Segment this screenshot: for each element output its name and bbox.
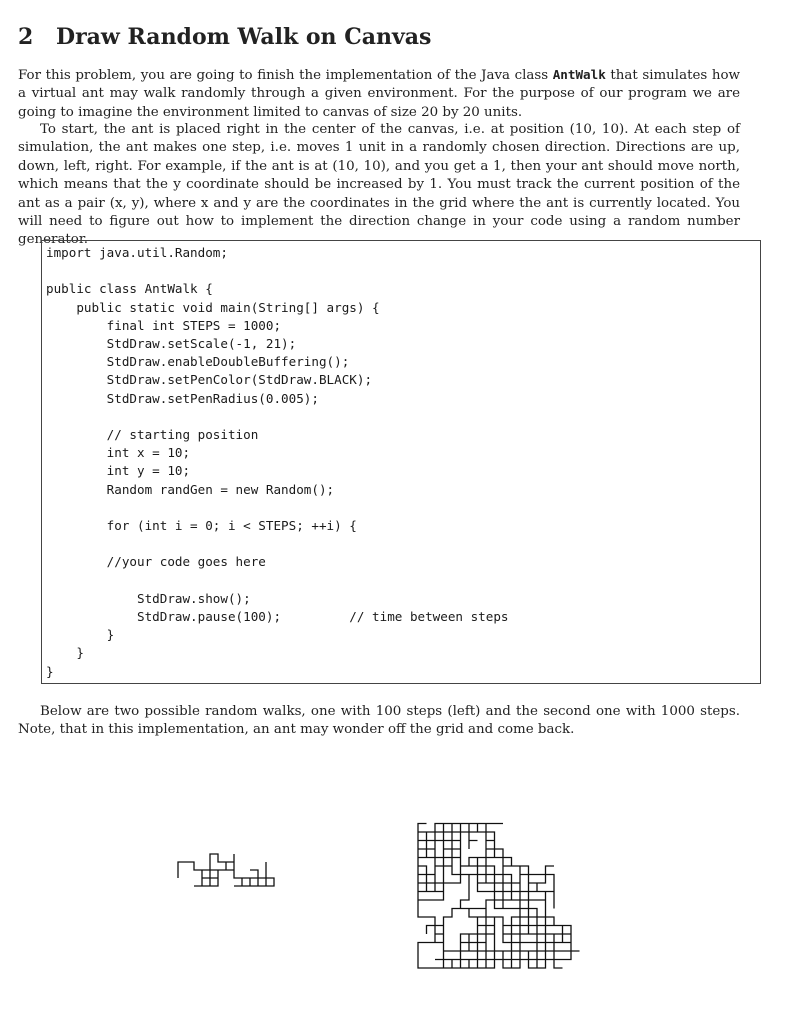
- code-listing: import java.util.Random; public class AntWalk { public static void main(String[] args) { final int STEPS = 1000; StdDraw.setScale(-1, 21); StdDraw.enableDoubleBuffering(); StdDraw.setPenColor(StdDraw.BLACK); StdDraw.setPenRadius(0.005); // starting position int x = 10; int y = 10; Random randGen = new Random(); for (int i = 0; i < STEPS; ++i) { //your code goes here StdDraw.show(); StdDraw.pause(100); // time between steps } } }: [46, 245, 509, 679]
- below-paragraph: Below are two possible random walks, one with 100 steps (left) and the second one with 1000 steps. Note, that in this implementation, an ant may wonder off the grid and come back.: [18, 704, 740, 738]
- random-walk-1000-steps: [418, 824, 580, 969]
- code-listing-box: [41, 240, 761, 684]
- intro-paragraph: For this problem, you are going to finish the implementation of the Java class AntWalk that simulates how a virtual ant may walk randomly through a given environment. For the purpose of our program we are going to imagine the environment limited to canvas of size 20 by 20 units.: [18, 67, 740, 120]
- walk-path: [418, 824, 580, 969]
- random-walk-100-steps: [178, 854, 274, 886]
- section-heading: [18, 24, 431, 50]
- setup-paragraph: To start, the ant is placed right in the center of the canvas, i.e. at position (10, 10). At each step of simulation, the ant makes one step, i.e. moves 1 unit in a randomly chosen direction. Directions are up, down, left, right. For example, if the ant is at (10, 10), and you get a 1, then your ant should move north, which means that the y coordinate should be increased by 1. You must track the current position of the ant as a pair (x, y), where x and y are the coordinates in the grid where the ant is currently located. You will need to figure out how to implement the direction change in your code using a random number generator.: [18, 122, 740, 248]
- random-walk-figures: [0, 800, 785, 1000]
- class-name-code: AntWalk: [552, 67, 606, 82]
- walk-path: [178, 854, 274, 886]
- section-title: Draw Random Walk on Canvas: [56, 24, 432, 50]
- section-number: 2: [18, 24, 34, 50]
